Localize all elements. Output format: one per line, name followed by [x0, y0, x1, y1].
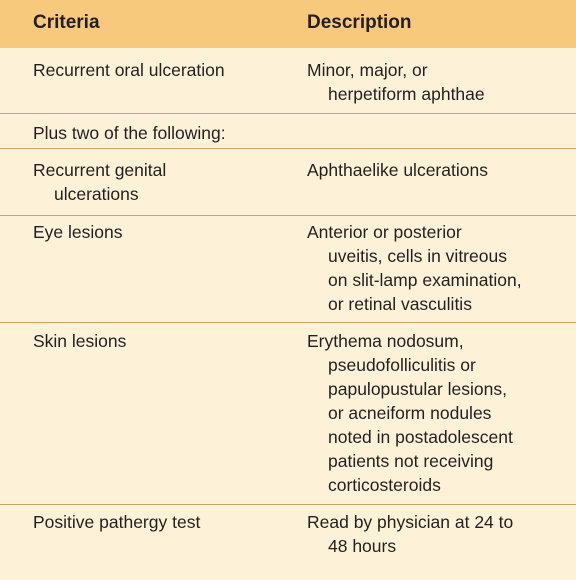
- criteria-line: Eye lesions: [33, 222, 123, 242]
- description-line: corticosteroids: [328, 475, 441, 495]
- description-line: or retinal vasculitis: [328, 294, 472, 314]
- table-row: [0, 216, 576, 322]
- description-line: Anterior or posterior: [307, 222, 462, 242]
- description-cell: [307, 329, 513, 497]
- description-line: Aphthaelike ulcerations: [307, 160, 488, 180]
- criteria-line: Skin lesions: [33, 331, 127, 351]
- description-cell: [307, 58, 485, 106]
- header-description: Description: [307, 12, 412, 33]
- criteria-line: Plus two of the following:: [33, 123, 226, 143]
- criteria-cell: [33, 58, 225, 82]
- description-cell: [307, 510, 513, 558]
- table-row: [0, 505, 576, 580]
- criteria-cell: [33, 158, 166, 206]
- description-line: on slit-lamp examination,: [328, 270, 522, 290]
- header-criteria: Criteria: [33, 12, 100, 33]
- description-line: Read by physician at 24 to: [307, 512, 514, 532]
- description-line: patients not receiving: [328, 451, 494, 471]
- criteria-cell: [33, 220, 123, 244]
- criteria-line: Positive pathergy test: [33, 512, 201, 532]
- table-row: [0, 323, 576, 504]
- description-line: pseudofolliculitis or: [328, 355, 476, 375]
- description-line: Minor, major, or: [307, 60, 428, 80]
- description-line: uveitis, cells in vitreous: [328, 246, 507, 266]
- description-line: or acneiform nodules: [328, 403, 492, 423]
- criteria-cell: [33, 510, 200, 534]
- criteria-cell: [33, 121, 226, 145]
- description-cell: [307, 220, 522, 316]
- description-line: papulopustular lesions,: [328, 379, 508, 399]
- table-row: [0, 114, 576, 148]
- description-cell: [307, 158, 488, 182]
- table-row: [0, 149, 576, 215]
- criteria-cell: [33, 329, 126, 353]
- description-line: 48 hours: [328, 536, 397, 556]
- table-header: [0, 0, 576, 48]
- criteria-line: Recurrent oral ulceration: [33, 60, 225, 80]
- description-line: herpetiform aphthae: [328, 84, 485, 104]
- criteria-line: Recurrent genital: [33, 160, 167, 180]
- table-row: [0, 48, 576, 113]
- criteria-line: ulcerations: [54, 184, 139, 204]
- description-line: Erythema nodosum,: [307, 331, 464, 351]
- description-line: noted in postadolescent: [328, 427, 513, 447]
